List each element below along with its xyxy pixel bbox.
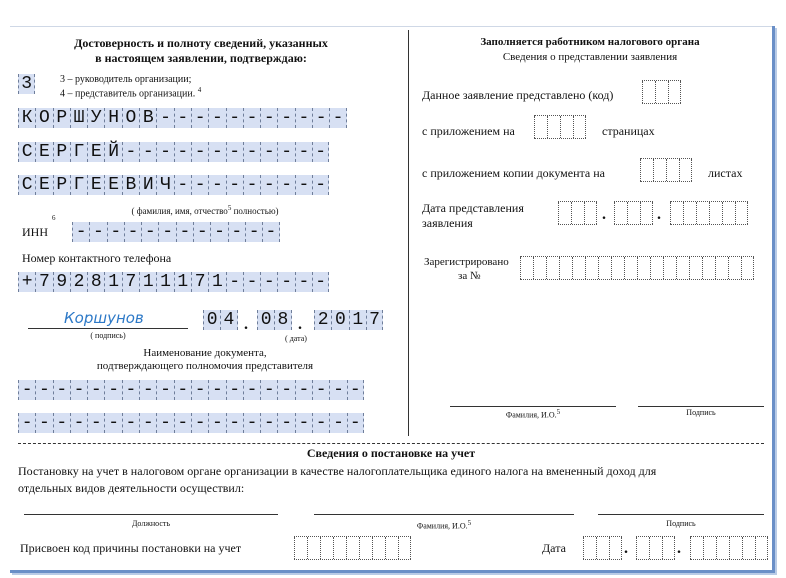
doc-label-line1: Наименование документа,: [143, 347, 267, 359]
date-day-field[interactable]: [203, 310, 238, 330]
signer-code-cell: 3: [18, 74, 35, 94]
date-cell: [716, 537, 729, 559]
char-cell: -: [53, 380, 70, 400]
char-cell: -: [226, 108, 243, 128]
fio-caption-note: 5: [227, 204, 232, 212]
right-heading: Заполняется работником налогового органа: [480, 36, 700, 48]
date-cell: [703, 537, 716, 559]
char-cell: 1: [156, 272, 173, 292]
empty-cell: [650, 257, 663, 279]
registered-label-line1: Зарегистрировано: [424, 256, 509, 268]
char-cell: -: [277, 413, 294, 433]
char-cell: 2: [70, 272, 87, 292]
date-caption: ( дата): [285, 334, 307, 343]
char-cell: -: [208, 380, 225, 400]
char-cell: -: [208, 108, 225, 128]
bottom-date-label: Дата: [542, 541, 566, 555]
submission-date-label-line2: заявления: [422, 216, 473, 230]
date-cell: [614, 202, 627, 224]
option-4-text: [60, 86, 201, 99]
left-heading-line1: Достоверность и полноту сведений, указанных: [74, 36, 328, 50]
bottom-date-month[interactable]: [636, 536, 675, 560]
pages-cell: [547, 116, 560, 138]
doc-field-line2[interactable]: [18, 413, 364, 433]
empty-cell: [359, 537, 372, 559]
pages-cell: [534, 116, 547, 138]
sheet-top-edge: [10, 26, 772, 27]
char-cell: 7: [191, 272, 208, 292]
char-cell: -: [295, 380, 312, 400]
empty-cell: [372, 537, 385, 559]
char-cell: -: [124, 222, 141, 242]
char-cell: -: [156, 108, 173, 128]
empty-cell: [385, 537, 398, 559]
char-cell: 7: [366, 310, 383, 330]
char-cell: -: [53, 413, 70, 433]
pages-field[interactable]: [534, 115, 586, 139]
bottom-fio-note: 5: [467, 519, 472, 527]
char-cell: -: [243, 108, 260, 128]
char-cell: -: [243, 380, 260, 400]
empty-cell: [585, 257, 598, 279]
signer-code-field[interactable]: [18, 74, 35, 94]
fio-caption-text: ( фамилия, имя, отчество: [131, 206, 228, 216]
date-cell: [696, 202, 709, 224]
empty-cell: [598, 257, 611, 279]
column-divider: [408, 30, 409, 436]
copies-label: с приложением копии документа на: [422, 166, 605, 180]
char-cell: -: [208, 175, 225, 195]
char-cell: -: [191, 380, 208, 400]
right-fio-line: [450, 406, 616, 407]
char-cell: -: [156, 380, 173, 400]
date-cell: [722, 202, 735, 224]
right-signature-caption: Подпись: [686, 408, 716, 417]
submission-date-year[interactable]: [670, 201, 748, 225]
char-cell: -: [260, 272, 277, 292]
char-cell: -: [277, 108, 294, 128]
submission-date-dot-1: .: [602, 206, 606, 223]
char-cell: -: [243, 272, 260, 292]
submitted-code-field[interactable]: [642, 80, 681, 104]
empty-cell: [320, 537, 333, 559]
char-cell: -: [243, 142, 260, 162]
char-cell: -: [347, 380, 364, 400]
kpp-label: Присвоен код причины постановки на учет: [20, 541, 242, 555]
right-fio-caption: [450, 408, 616, 420]
bottom-text-line2: отдельных видов деятельности осуществил:: [18, 481, 245, 495]
char-cell: О: [122, 108, 139, 128]
registered-label-line2: за №: [458, 270, 481, 282]
phone-field[interactable]: [18, 272, 329, 292]
date-cell: [662, 537, 675, 559]
char-cell: -: [87, 413, 104, 433]
char-cell: -: [295, 272, 312, 292]
char-cell: 0: [331, 310, 348, 330]
bottom-text-line1: Постановку на учет в налоговом органе организации в качестве налогоплательщика единого налога на вмененный доход для: [18, 464, 657, 478]
empty-cell: [520, 257, 533, 279]
option-3-text: 3 – руководитель организации;: [60, 74, 192, 85]
date-cell: [627, 202, 640, 224]
date-cell: [709, 202, 722, 224]
char-cell: 0: [257, 310, 274, 330]
copies-cell: [666, 159, 679, 181]
inn-label-text: ИНН: [22, 225, 48, 239]
empty-cell: [559, 257, 572, 279]
char-cell: Е: [104, 175, 121, 195]
char-cell: Н: [104, 108, 121, 128]
code-cell: [668, 81, 681, 103]
char-cell: -: [70, 413, 87, 433]
char-cell: -: [208, 413, 225, 433]
doc-field-line1[interactable]: [18, 380, 364, 400]
char-cell: -: [329, 108, 346, 128]
char-cell: +: [18, 272, 35, 292]
bottom-date-dot-1: .: [624, 540, 628, 557]
empty-cell: [741, 257, 754, 279]
char-cell: -: [260, 413, 277, 433]
char-cell: -: [295, 413, 312, 433]
char-cell: -: [122, 380, 139, 400]
doc-label-line2: подтверждающего полномочия представителя: [96, 360, 314, 372]
char-cell: -: [243, 175, 260, 195]
inn-note: 6: [52, 214, 56, 222]
position-line: [24, 514, 278, 515]
char-cell: -: [329, 413, 346, 433]
date-cell: [735, 202, 748, 224]
char-cell: -: [122, 142, 139, 162]
char-cell: 0: [203, 310, 220, 330]
char-cell: -: [70, 380, 87, 400]
empty-cell: [346, 537, 359, 559]
signature-caption: ( подпись): [90, 331, 126, 340]
empty-cell: [294, 537, 307, 559]
char-cell: В: [122, 175, 139, 195]
inn-label: [22, 225, 48, 240]
char-cell: -: [191, 175, 208, 195]
char-cell: -: [295, 108, 312, 128]
empty-cell: [702, 257, 715, 279]
char-cell: -: [104, 413, 121, 433]
char-cell: -: [226, 175, 243, 195]
char-cell: Р: [53, 108, 70, 128]
char-cell: -: [277, 175, 294, 195]
date-year-field[interactable]: [314, 310, 383, 330]
char-cell: К: [18, 108, 35, 128]
char-cell: -: [226, 380, 243, 400]
submission-date-month[interactable]: [614, 201, 653, 225]
char-cell: Г: [70, 175, 87, 195]
char-cell: -: [226, 413, 243, 433]
signature: Коршунов: [64, 309, 144, 327]
phone-label: Номер контактного телефона: [22, 251, 172, 265]
char-cell: 4: [220, 310, 237, 330]
inn-field[interactable]: [72, 222, 280, 242]
char-cell: У: [87, 108, 104, 128]
char-cell: -: [174, 380, 191, 400]
bottom-date-year[interactable]: [690, 536, 768, 560]
date-cell: [670, 202, 683, 224]
char-cell: -: [176, 222, 193, 242]
submission-date-day[interactable]: [558, 201, 597, 225]
char-cell: 1: [104, 272, 121, 292]
left-heading-line2: в настоящем заявлении, подтверждаю:: [95, 51, 307, 65]
char-cell: -: [208, 142, 225, 162]
pages-label: с приложением на: [422, 124, 515, 138]
date-cell: [636, 537, 649, 559]
char-cell: -: [174, 175, 191, 195]
char-cell: -: [347, 413, 364, 433]
char-cell: 1: [139, 272, 156, 292]
date-month-field[interactable]: [257, 310, 292, 330]
char-cell: -: [260, 175, 277, 195]
char-cell: -: [158, 222, 175, 242]
date-cell: [742, 537, 755, 559]
char-cell: -: [191, 142, 208, 162]
copies-cell: [679, 159, 692, 181]
char-cell: 8: [87, 272, 104, 292]
registered-number-field[interactable]: [520, 256, 754, 280]
empty-cell: [546, 257, 559, 279]
char-cell: Е: [35, 142, 52, 162]
bottom-fio-caption-text: Фамилия, И.О.: [416, 521, 468, 531]
char-cell: -: [156, 413, 173, 433]
char-cell: -: [277, 380, 294, 400]
bottom-signature-line: [598, 514, 764, 515]
copies-suffix: листах: [708, 166, 743, 180]
char-cell: 7: [122, 272, 139, 292]
char-cell: -: [312, 142, 329, 162]
char-cell: -: [210, 222, 227, 242]
empty-cell: [307, 537, 320, 559]
empty-cell: [728, 257, 741, 279]
pages-suffix: страницах: [602, 124, 655, 138]
pages-cell: [573, 116, 586, 138]
char-cell: -: [174, 413, 191, 433]
name-field[interactable]: [18, 142, 329, 162]
char-cell: -: [18, 413, 35, 433]
char-cell: 1: [174, 272, 191, 292]
char-cell: -: [191, 413, 208, 433]
option-4-note: 4: [197, 86, 202, 94]
bottom-fio-caption: [314, 519, 574, 531]
char-cell: -: [174, 108, 191, 128]
char-cell: С: [18, 175, 35, 195]
char-cell: 8: [274, 310, 291, 330]
char-cell: -: [139, 380, 156, 400]
char-cell: -: [139, 142, 156, 162]
bottom-fio-line: [314, 514, 574, 515]
right-fio-note: 5: [556, 408, 561, 416]
date-cell: [690, 537, 703, 559]
char-cell: -: [104, 380, 121, 400]
right-fio-caption-text: Фамилия, И.О.: [505, 410, 557, 420]
submitted-code-label: Данное заявление представлено (код): [422, 88, 614, 102]
char-cell: -: [191, 108, 208, 128]
char-cell: 7: [35, 272, 52, 292]
date-cell: [649, 537, 662, 559]
char-cell: 2: [314, 310, 331, 330]
bottom-signature-caption: Подпись: [666, 519, 696, 528]
char-cell: -: [89, 222, 106, 242]
char-cell: -: [295, 142, 312, 162]
copies-cell: [653, 159, 666, 181]
empty-cell: [715, 257, 728, 279]
char-cell: 1: [208, 272, 225, 292]
char-cell: С: [18, 142, 35, 162]
char-cell: -: [193, 222, 210, 242]
char-cell: -: [312, 108, 329, 128]
char-cell: -: [277, 142, 294, 162]
empty-cell: [611, 257, 624, 279]
date-cell: [729, 537, 742, 559]
empty-cell: [572, 257, 585, 279]
char-cell: -: [312, 272, 329, 292]
char-cell: -: [35, 413, 52, 433]
char-cell: 1: [349, 310, 366, 330]
char-cell: -: [122, 413, 139, 433]
char-cell: Е: [35, 175, 52, 195]
char-cell: О: [35, 108, 52, 128]
right-subheading: Сведения о представлении заявления: [502, 51, 678, 63]
char-cell: -: [226, 142, 243, 162]
char-cell: -: [228, 222, 245, 242]
char-cell: Е: [87, 142, 104, 162]
char-cell: -: [245, 222, 262, 242]
char-cell: Ч: [156, 175, 173, 195]
char-cell: Р: [53, 175, 70, 195]
char-cell: Ш: [70, 108, 87, 128]
empty-cell: [533, 257, 546, 279]
section-separator: [18, 443, 764, 444]
empty-cell: [663, 257, 676, 279]
position-caption: Должность: [131, 519, 171, 528]
char-cell: В: [139, 108, 156, 128]
char-cell: -: [260, 380, 277, 400]
date-cell: [755, 537, 768, 559]
fio-caption: [60, 204, 350, 216]
submission-date-label-line1: Дата представления: [422, 201, 524, 215]
empty-cell: [624, 257, 637, 279]
char-cell: -: [243, 413, 260, 433]
char-cell: -: [226, 272, 243, 292]
char-cell: И: [139, 175, 156, 195]
char-cell: -: [295, 175, 312, 195]
empty-cell: [333, 537, 346, 559]
char-cell: -: [141, 222, 158, 242]
char-cell: -: [174, 142, 191, 162]
code-cell: [655, 81, 668, 103]
char-cell: -: [277, 272, 294, 292]
empty-cell: [676, 257, 689, 279]
char-cell: -: [87, 380, 104, 400]
empty-cell: [689, 257, 702, 279]
fio-caption-end: полностью): [231, 206, 279, 216]
date-dot-2: .: [298, 316, 302, 333]
char-cell: -: [107, 222, 124, 242]
char-cell: -: [312, 175, 329, 195]
submission-date-dot-2: .: [657, 206, 661, 223]
bottom-heading: Сведения о постановке на учет: [306, 446, 476, 460]
copies-field[interactable]: [640, 158, 692, 182]
char-cell: -: [329, 380, 346, 400]
code-cell: [642, 81, 655, 103]
empty-cell: [637, 257, 650, 279]
char-cell: -: [139, 413, 156, 433]
char-cell: Р: [53, 142, 70, 162]
date-cell: [583, 537, 596, 559]
bottom-date-day[interactable]: [583, 536, 622, 560]
char-cell: -: [18, 380, 35, 400]
date-cell: [558, 202, 571, 224]
date-cell: [640, 202, 653, 224]
char-cell: -: [156, 142, 173, 162]
kpp-field[interactable]: [294, 536, 411, 560]
char-cell: -: [312, 413, 329, 433]
date-dot-1: .: [244, 316, 248, 333]
char-cell: Г: [70, 142, 87, 162]
char-cell: 9: [53, 272, 70, 292]
option-4-label: 4 – представитель организации.: [60, 88, 196, 100]
char-cell: -: [260, 142, 277, 162]
patronymic-field[interactable]: [18, 175, 329, 195]
char-cell: -: [260, 108, 277, 128]
bottom-date-dot-2: .: [677, 540, 681, 557]
copies-cell: [640, 159, 653, 181]
char-cell: -: [312, 380, 329, 400]
char-cell: -: [72, 222, 89, 242]
char-cell: Е: [87, 175, 104, 195]
right-signature-line: [638, 406, 764, 407]
date-cell: [584, 202, 597, 224]
pages-cell: [560, 116, 573, 138]
empty-cell: [398, 537, 411, 559]
char-cell: -: [35, 380, 52, 400]
date-cell: [683, 202, 696, 224]
date-cell: [609, 537, 622, 559]
char-cell: -: [262, 222, 279, 242]
signature-line: [28, 328, 188, 329]
date-cell: [596, 537, 609, 559]
surname-field[interactable]: [18, 108, 347, 128]
date-cell: [571, 202, 584, 224]
char-cell: Й: [104, 142, 121, 162]
